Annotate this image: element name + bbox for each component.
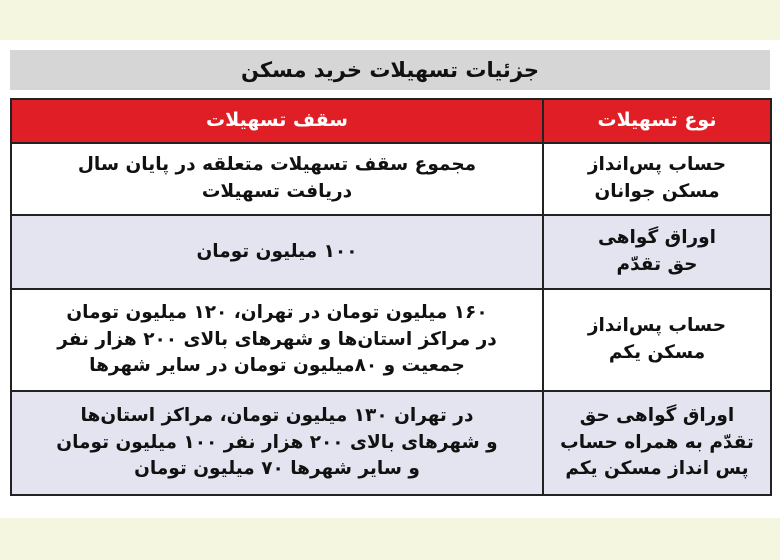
cell-facility-type (543, 289, 771, 391)
cell-line: مسکن جوانان (594, 181, 720, 202)
cell-line: حساب پس‌انداز (587, 315, 727, 337)
document-title: جزئیات تسهیلات خرید مسکن (10, 50, 770, 90)
cell-line: حق تقدّم (616, 254, 698, 275)
table-row (11, 391, 771, 495)
cell-facility-cap (11, 215, 543, 289)
table-row (11, 215, 771, 289)
cell-line: دریافت تسهیلات (201, 181, 353, 202)
facilities-table (10, 98, 772, 496)
cell-facility-type (543, 143, 771, 215)
cell-line: تقدّم به همراه حساب (560, 431, 754, 453)
cell-facility-type (543, 391, 771, 495)
cell-line: در تهران ۱۳۰ میلیون تومان، مراکز استان‌ها (80, 404, 474, 426)
cell-line: مسکن یکم (608, 342, 706, 363)
document-card (0, 40, 780, 518)
table-row (11, 143, 771, 215)
cell-line: جمعیت و ۸۰میلیون تومان در سایر شهرها (89, 355, 465, 377)
cell-facility-type (543, 215, 771, 289)
cell-facility-cap (11, 143, 543, 215)
cell-line: ۱۰۰ میلیون تومان (196, 240, 358, 262)
cell-line: و سایر شهرها ۷۰ میلیون تومان (134, 458, 420, 480)
cell-line: و شهرهای بالای ۲۰۰ هزار نفر ۱۰۰ میلیون تومان (56, 431, 498, 453)
header-facility-cap: سقف تسهیلات (11, 99, 543, 143)
cell-line: پس انداز مسکن یکم (565, 458, 749, 480)
cell-line: مجموع سقف تسهیلات متعلقه در پایان سال (77, 154, 477, 176)
cell-line: ۱۶۰ میلیون تومان در تهران، ۱۲۰ میلیون تومان (66, 301, 488, 323)
cell-line: اوراق گواهی حق (579, 404, 735, 426)
cell-line: در مراکز استان‌ها و شهرهای بالای ۲۰۰ هزار نفر (57, 328, 497, 350)
header-facility-type: نوع تسهیلات (543, 99, 771, 143)
table-row (11, 289, 771, 391)
table-header-row (11, 99, 771, 143)
cell-facility-cap (11, 289, 543, 391)
cell-line: حساب پس‌انداز (587, 154, 727, 176)
cell-facility-cap (11, 391, 543, 495)
cell-line: اوراق گواهی (597, 227, 717, 249)
